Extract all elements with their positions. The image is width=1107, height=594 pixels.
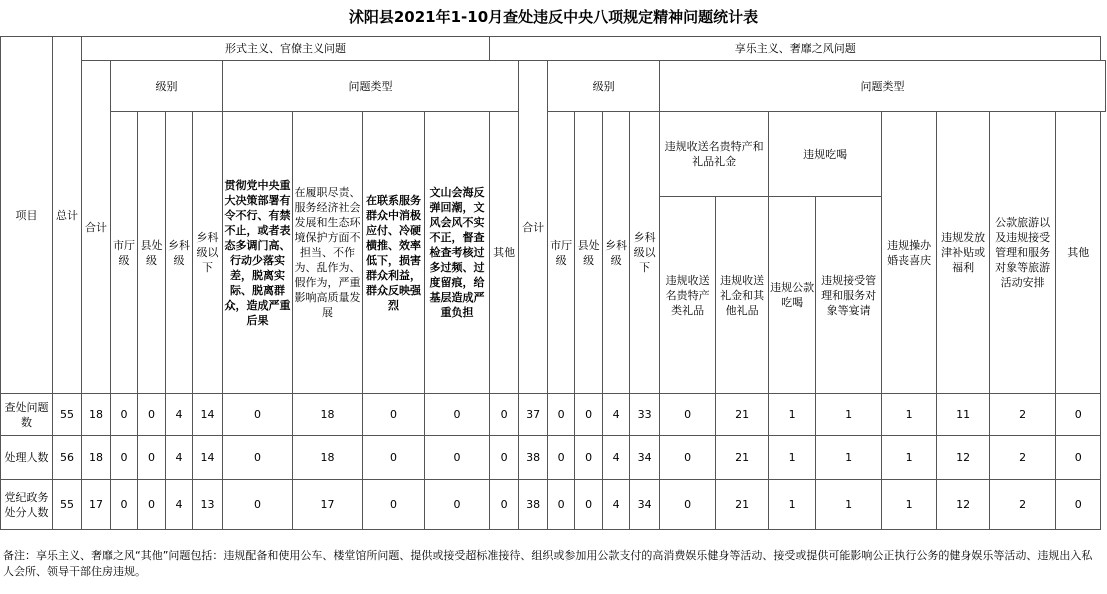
header-formalism-type: 问题类型 xyxy=(223,61,519,112)
header-h-township: 乡科级 xyxy=(603,112,630,394)
cell: 0 xyxy=(548,394,575,436)
cell: 4 xyxy=(603,436,630,480)
table-row xyxy=(1,480,1106,530)
header-f1: 贯彻党中央重大决策部署有令不行、有禁不止，或者表态多调门高、行动少落实差，脱离实际、脱离群众，造成严重后果 xyxy=(223,112,293,394)
cell: 4 xyxy=(603,394,630,436)
header-eat2: 违规接受管理和服务对象等宴请 xyxy=(816,197,882,394)
cell: 34 xyxy=(630,480,660,530)
header-wedding: 违规操办婚丧喜庆 xyxy=(882,112,937,394)
header-f4: 文山会海反弹回潮，文风会风不实不正，督查检查考核过多过频、过度留痕，给基层造成严重负担 xyxy=(425,112,490,394)
cell: 0 xyxy=(425,480,490,530)
header-f-city: 市厅级 xyxy=(111,112,138,394)
header-f-below: 乡科级以下 xyxy=(193,112,223,394)
cell: 0 xyxy=(425,436,490,480)
cell: 1 xyxy=(816,436,882,480)
header-eat1: 违规公款吃喝 xyxy=(769,197,816,394)
cell: 38 xyxy=(519,480,548,530)
cell: 0 xyxy=(223,436,293,480)
cell: 2 xyxy=(990,436,1056,480)
cell: 0 xyxy=(1056,480,1101,530)
cell: 11 xyxy=(937,394,990,436)
table-row xyxy=(1,394,1106,436)
header-f2: 在履职尽责、服务经济社会发展和生态环境保护方面不担当、不作为、乱作为、假作为，严重影响高质量发展 xyxy=(293,112,363,394)
cell: 0 xyxy=(138,394,166,436)
cell: 21 xyxy=(716,394,769,436)
cell: 21 xyxy=(716,436,769,480)
header-gift: 违规收送名贵特产和礼品礼金 xyxy=(660,112,769,197)
cell: 1 xyxy=(769,480,816,530)
cell: 0 xyxy=(1056,436,1101,480)
header-formalism-subtotal: 合计 xyxy=(82,61,111,394)
cell: 4 xyxy=(166,394,193,436)
cell: 12 xyxy=(937,436,990,480)
header-f3: 在联系服务群众中消极应付、冷硬横推、效率低下，损害群众利益，群众反映强烈 xyxy=(363,112,425,394)
cell: 34 xyxy=(630,436,660,480)
cell: 0 xyxy=(548,480,575,530)
cell: 14 xyxy=(193,394,223,436)
header-row-1 xyxy=(1,37,1106,61)
cell: 18 xyxy=(293,394,363,436)
cell: 18 xyxy=(293,436,363,480)
header-row-3 xyxy=(1,112,1106,197)
cell: 0 xyxy=(490,436,519,480)
page-title: 沭阳县2021年1-10月查处违反中央八项规定精神问题统计表 xyxy=(348,8,759,26)
cell: 0 xyxy=(660,480,716,530)
header-f-township: 乡科级 xyxy=(166,112,193,394)
cell: 2 xyxy=(990,394,1056,436)
header-allowance: 违规发放津补贴或福利 xyxy=(937,112,990,394)
header-hedonism-type: 问题类型 xyxy=(660,61,1106,112)
cell: 56 xyxy=(53,436,82,480)
cell: 55 xyxy=(53,480,82,530)
cell: 4 xyxy=(603,480,630,530)
header-row-2 xyxy=(1,61,1106,112)
header-eat: 违规吃喝 xyxy=(769,112,882,197)
row-label: 查处问题数 xyxy=(1,394,53,436)
cell: 1 xyxy=(769,394,816,436)
header-f-other: 其他 xyxy=(490,112,519,394)
header-f-county: 县处级 xyxy=(138,112,166,394)
cell: 0 xyxy=(111,436,138,480)
cell: 14 xyxy=(193,436,223,480)
header-item: 项目 xyxy=(1,37,53,394)
cell: 1 xyxy=(882,394,937,436)
header-hedonism-subtotal: 合计 xyxy=(519,61,548,394)
cell: 1 xyxy=(769,436,816,480)
header-travel: 公款旅游以及违规接受管理和服务对象等旅游活动安排 xyxy=(990,112,1056,394)
cell: 1 xyxy=(816,480,882,530)
cell: 0 xyxy=(138,436,166,480)
cell: 0 xyxy=(111,394,138,436)
cell: 2 xyxy=(990,480,1056,530)
footnote: 备注：享乐主义、奢靡之风“其他”问题包括：违规配备和使用公车、楼堂馆所问题、提供或接受超标准接待、组织或参加用公款支付的高消费娱乐健身等活动、接受或提供可能影响公正执行公务的健身娱乐等活动、违规出入私人会所、领导干部住房违规。 xyxy=(3,549,1093,578)
cell: 0 xyxy=(660,436,716,480)
cell: 4 xyxy=(166,436,193,480)
header-formalism: 形式主义、官僚主义问题 xyxy=(82,37,490,61)
header-gift1: 违规收送名贵特产类礼品 xyxy=(660,197,716,394)
header-h-county: 县处级 xyxy=(575,112,603,394)
header-formalism-level: 级别 xyxy=(111,61,223,112)
cell: 0 xyxy=(138,480,166,530)
cell: 0 xyxy=(1056,394,1101,436)
statistics-table xyxy=(0,36,1106,530)
header-total: 总计 xyxy=(53,37,82,394)
cell: 0 xyxy=(490,480,519,530)
cell: 0 xyxy=(575,436,603,480)
cell: 38 xyxy=(519,436,548,480)
cell: 0 xyxy=(111,480,138,530)
cell: 12 xyxy=(937,480,990,530)
cell: 0 xyxy=(548,436,575,480)
cell: 13 xyxy=(193,480,223,530)
cell: 0 xyxy=(363,394,425,436)
cell: 0 xyxy=(660,394,716,436)
cell: 4 xyxy=(166,480,193,530)
header-hedonism-level: 级别 xyxy=(548,61,660,112)
cell: 1 xyxy=(882,436,937,480)
cell: 0 xyxy=(223,394,293,436)
row-label: 党纪政务处分人数 xyxy=(1,480,53,530)
cell: 0 xyxy=(490,394,519,436)
cell: 0 xyxy=(363,480,425,530)
cell: 21 xyxy=(716,480,769,530)
header-gift2: 违规收送礼金和其他礼品 xyxy=(716,197,769,394)
cell: 18 xyxy=(82,436,111,480)
cell: 0 xyxy=(425,394,490,436)
cell: 17 xyxy=(293,480,363,530)
cell: 0 xyxy=(575,480,603,530)
cell: 17 xyxy=(82,480,111,530)
cell: 18 xyxy=(82,394,111,436)
cell: 37 xyxy=(519,394,548,436)
cell: 55 xyxy=(53,394,82,436)
row-label: 处理人数 xyxy=(1,436,53,480)
cell: 0 xyxy=(223,480,293,530)
cell: 0 xyxy=(363,436,425,480)
cell: 0 xyxy=(575,394,603,436)
header-hedonism: 享乐主义、奢靡之风问题 xyxy=(490,37,1101,61)
cell: 33 xyxy=(630,394,660,436)
header-h-city: 市厅级 xyxy=(548,112,575,394)
table-row xyxy=(1,436,1106,480)
cell: 1 xyxy=(816,394,882,436)
cell: 1 xyxy=(882,480,937,530)
header-h-other: 其他 xyxy=(1056,112,1101,394)
header-h-below: 乡科级以下 xyxy=(630,112,660,394)
